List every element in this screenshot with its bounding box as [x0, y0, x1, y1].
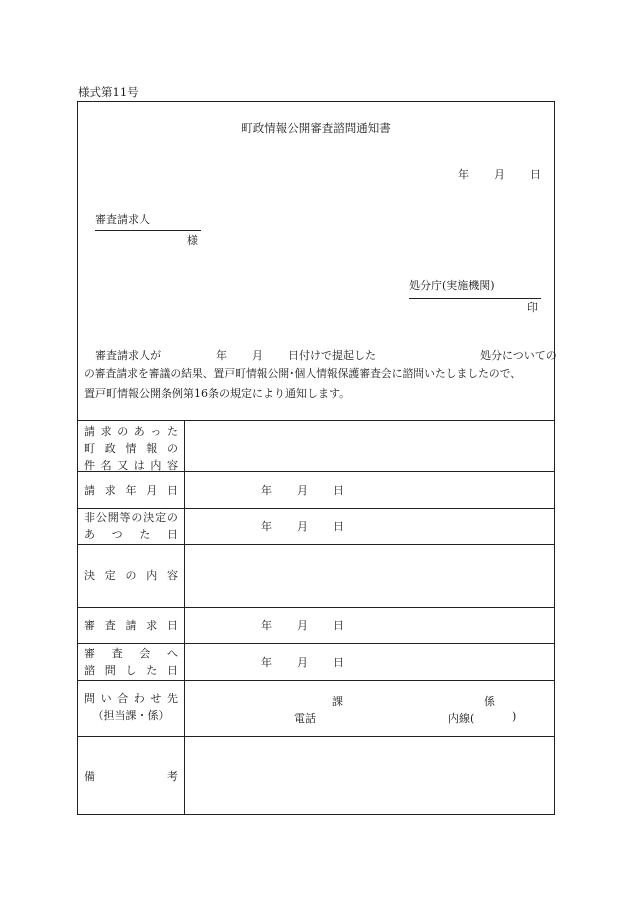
row-divider	[78, 643, 554, 644]
body-line1-c: 処分についての	[480, 349, 557, 362]
consult-date-year: 年	[261, 656, 272, 669]
row-divider	[78, 544, 554, 545]
request-date-month: 月	[297, 484, 308, 497]
date-year: 年	[458, 168, 469, 181]
contact-ka: 課	[332, 695, 343, 708]
body-line1-month: 月	[252, 349, 263, 362]
body-line1-year: 年	[216, 349, 227, 362]
body-line1-b: 日付けで提起した	[288, 349, 376, 362]
table-column-divider	[184, 420, 185, 815]
label-contact: 問 い 合 わ せ 先 （担当課・係）	[84, 692, 178, 722]
label-decision-content: 決 定 の 内 容	[84, 569, 178, 582]
decision-date-day: 日	[333, 520, 344, 533]
review-date-month: 月	[297, 619, 308, 632]
document-title: 町政情報公開審査諮問通知書	[241, 121, 391, 135]
review-date-year: 年	[261, 619, 272, 632]
agency-name-line	[409, 298, 541, 299]
body-line3: 置戸町情報公開条例第16条の規定により通知します。	[84, 387, 351, 400]
label-consultation-date: 審 査 会 へ 諮 問 し た 日	[84, 647, 178, 677]
request-date-day: 日	[333, 484, 344, 497]
form-number: 様式第11号	[78, 85, 139, 99]
requester-honorific: 様	[187, 234, 198, 247]
date-day: 日	[530, 168, 541, 181]
contact-kakari: 係	[484, 695, 495, 708]
row-divider	[78, 736, 554, 737]
table-top-border	[78, 420, 554, 421]
request-date-year: 年	[261, 484, 272, 497]
requester-name-line	[95, 230, 201, 231]
contact-extension-close: )	[512, 710, 517, 723]
consult-date-month: 月	[297, 656, 308, 669]
agency-label: 処分庁(実施機関)	[409, 279, 495, 292]
contact-phone: 電話	[294, 712, 316, 725]
body-line1-a: 審査請求人が	[95, 349, 161, 362]
label-decision-date: 非 公 開 等 の 決 定 の あ つ た 日	[84, 511, 178, 541]
notification-form	[77, 101, 555, 815]
label-review-request-date: 審 査 請 求 日	[84, 619, 178, 632]
decision-date-year: 年	[261, 520, 272, 533]
review-date-day: 日	[333, 619, 344, 632]
consult-date-day: 日	[333, 656, 344, 669]
contact-extension: 内線(	[448, 712, 475, 725]
decision-date-month: 月	[297, 520, 308, 533]
label-request-date: 請 求 年 月 日	[84, 484, 178, 497]
body-line2: の審査請求を審議の結果、置戸町情報公開･個人情報保護審査会に諮問いたしましたので、	[84, 367, 522, 380]
row-divider	[78, 607, 554, 608]
requester-label: 審査請求人	[95, 213, 150, 226]
label-remarks: 備 考	[84, 770, 178, 783]
label-requested-info: 請 求 の あ っ た 町 政 情 報 の 件 名 又 は 内 容	[84, 425, 178, 472]
row-divider	[78, 680, 554, 681]
date-month: 月	[494, 168, 505, 181]
agency-seal: 印	[527, 301, 538, 314]
